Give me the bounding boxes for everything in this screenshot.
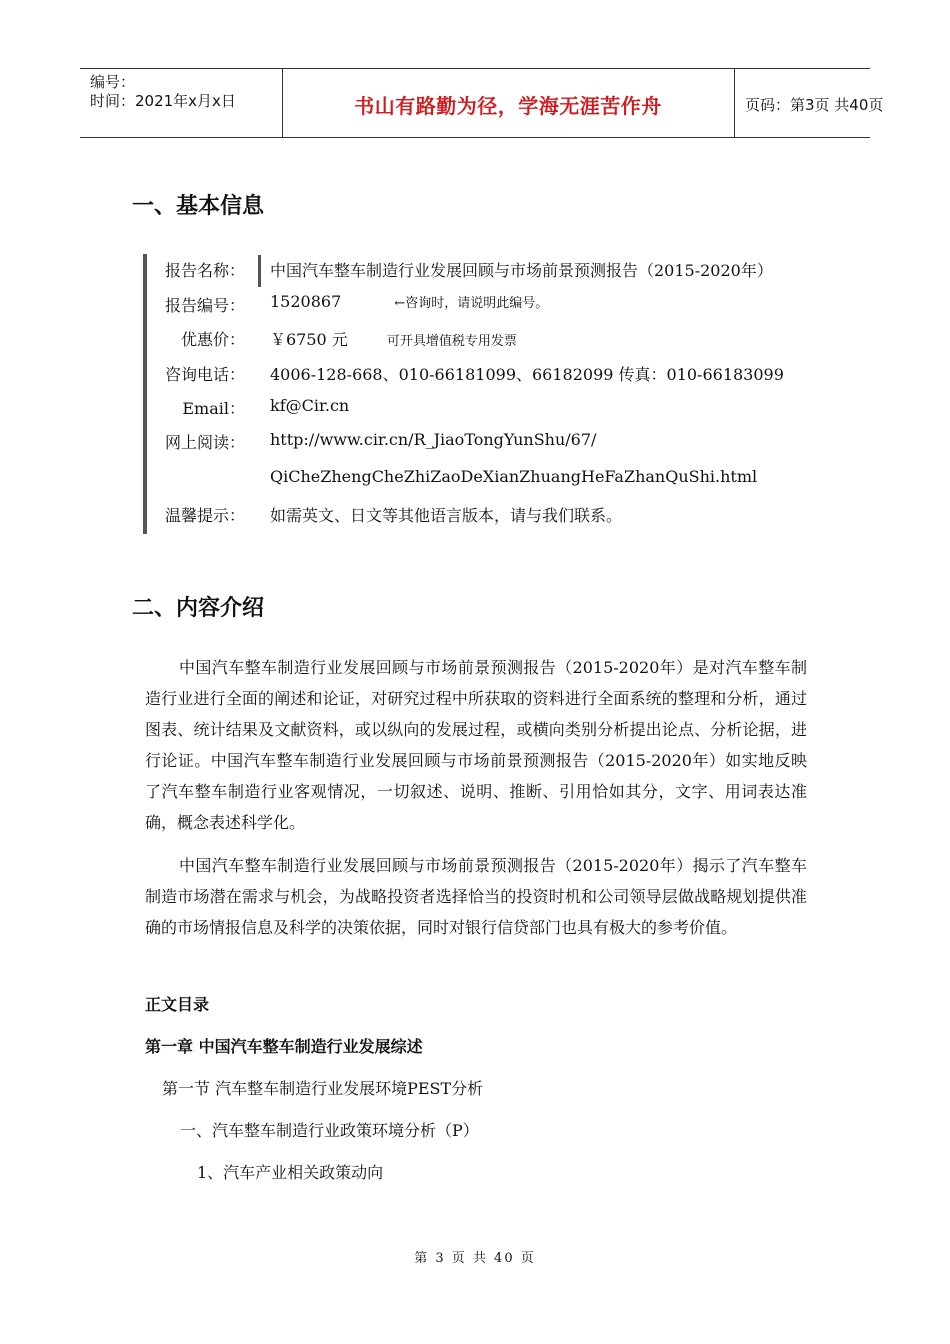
price-value: ￥6750 元 [270,330,348,349]
price-label: 优惠价： [180,330,245,349]
tip-value: 如需英文、日文等其他语言版本，请与我们联系。 [270,506,623,525]
info-left-rule [143,254,147,534]
report-name-value: 中国汽车整车制造行业发展回顾与市场前景预测报告（2015-2020年） [270,261,773,280]
report-code-value [270,292,548,311]
header-motto-cell [282,69,735,137]
intro-paragraph-2: 中国汽车整车制造行业发展回顾与市场前景预测报告（2015-2020年）揭示了汽车整车制造市场潜在需求与机会，为战略投资者选择恰当的投资时机和公司领导层做战略规划提供准确的市场情报信息及科学的决策依据，同时对银行信贷部门也具有极大的参考价值。 [145,856,807,937]
toc-subsection-1: 一、汽车整车制造行业政策环境分析（P） [180,1121,479,1140]
toc-title: 正文目录 [145,995,210,1014]
email-label: Email： [182,399,245,418]
header-meta-cell [80,69,283,137]
read-online-label: 网上阅读： [165,433,246,452]
price-value-row [270,327,517,350]
info-name-divider [258,255,261,287]
report-name-label: 报告名称： [165,261,246,280]
intro-paragraph-1: 中国汽车整车制造行业发展回顾与市场前景预测报告（2015-2020年）是对汽车整车制造行业进行全面的阐述和论证，对研究过程中所获取的资料进行全面系统的整理和分析，通过图表、统计结果及文献资料，或以纵向的发展过程，或横向类别分析提出论点、分析论据，进行论证。中国汽车整车制造行业发展回顾与市场前景预测报告（2015-2020年）如实地反映了汽车整车制造行业客观情况，一切叙述、说明、推断、引用恰如其分，文字、用词表达准确，概念表述科学化。 [145,658,807,832]
phone-label: 咨询电话： [165,365,246,384]
phone-value: 4006-128-668、010-66181099、66182099 传真：010-66183099 [270,365,784,384]
email-link[interactable]: kf@Cir.cn [270,396,350,415]
report-code-number: 1520867 [270,292,342,311]
report-code-note: ←咨询时，请说明此编号。 [394,296,549,311]
section-title-basic-info: 一、基本信息 [132,194,265,219]
header-page-number: 页码：第3页 共40页 [745,96,884,114]
header-page-cell [735,69,884,137]
document-number: 编号： [90,73,136,91]
invoice-note: 可开具增值税专用发票 [386,334,517,349]
read-online-url-line2[interactable]: QiCheZhengCheZhiZaoDeXianZhuangHeFaZhanQuShi.html [270,467,758,486]
toc-chapter-1: 第一章 中国汽车整车制造行业发展综述 [145,1037,423,1056]
toc-item-1: 1、汽车产业相关政策动向 [197,1163,384,1182]
header-motto: 书山有路勤为径，学海无涯苦作舟 [354,94,662,118]
report-code-label: 报告编号： [165,296,246,315]
page-header [80,68,884,138]
page-footer: 第 3 页 共 40 页 [414,1251,536,1266]
tip-label: 温馨提示： [165,506,246,525]
toc-section-1: 第一节 汽车整车制造行业发展环境PEST分析 [162,1079,484,1098]
read-online-url-line1[interactable]: http://www.cir.cn/R_JiaoTongYunShu/67/ [270,430,597,449]
section-title-content-intro: 二、内容介绍 [132,596,265,621]
document-time: 时间：2021年x月x日 [90,92,236,110]
